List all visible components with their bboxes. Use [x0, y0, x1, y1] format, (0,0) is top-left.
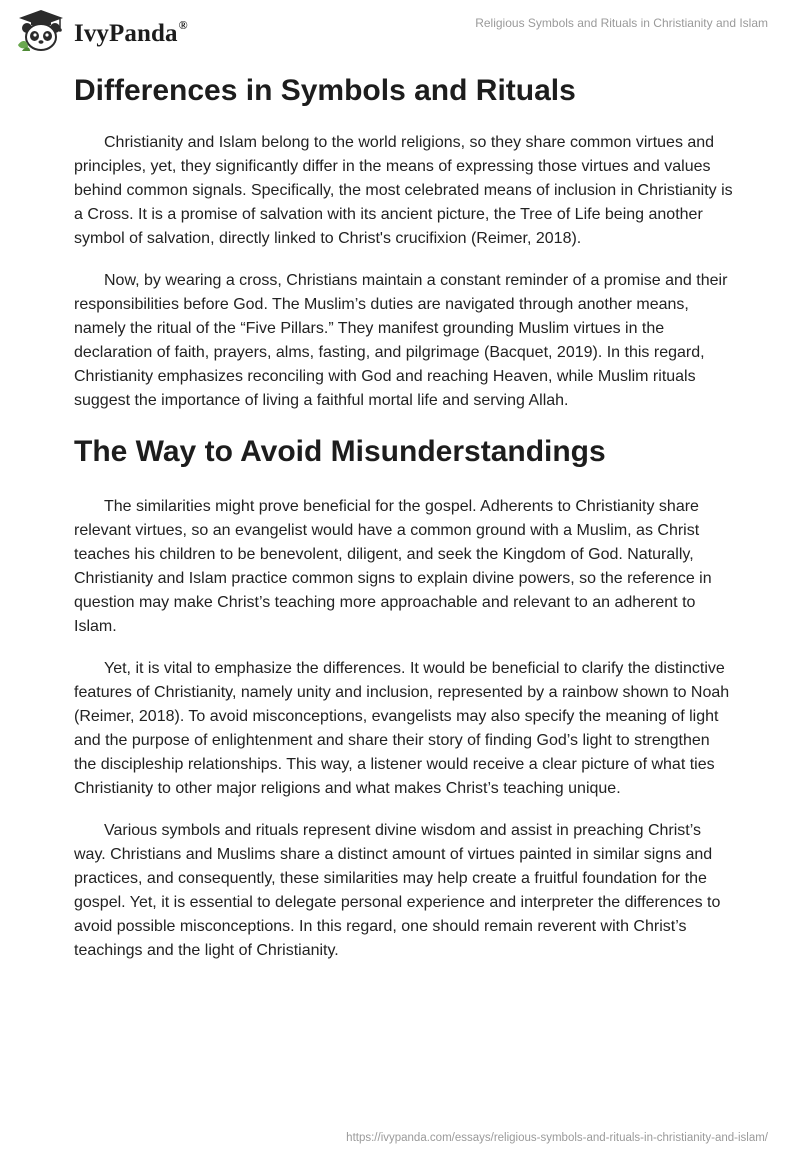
brand-logo-link[interactable] [16, 9, 188, 53]
paragraph: Now, by wearing a cross, Christians maintain a constant reminder of a promise and their responsibilities before God. The Muslim’s duties are navigated through another means, namely the ritual of the “Five Pillars.” They manifest grounding Muslim virtues in the declaration of faith, prayers, alms, fasting, and pilgrimage (Bacquet, 2019). In this regard, Christianity emphasizes reconciling with God and reaching Heaven, while Muslim rituals suggest the importance of living a faithful mortal life and serving Allah. [74, 272, 728, 409]
panda-graduate-icon [16, 9, 66, 53]
paragraph: Various symbols and rituals represent divine wisdom and assist in preaching Christ’s way. Christians and Muslims share a distinct amount of virtues painted in similar signs and practices, and consequently, these similarities may help create a fruitful foundation for the gospel. Yet, it is essential to delegate personal experience and interpreter the differences to avoid possible misconceptions. In this regard, one should remain reverent with Christ’s teachings and the light of Christianity. [74, 822, 721, 959]
paragraph: Christianity and Islam belong to the world religions, so they share common virtues and principles, yet, they significantly differ in the means of expressing those virtues and values behind common signals. Specifically, the most celebrated means of inclusion in Christianity is a Cross. It is a promise of salvation with its ancient picture, the Tree of Life being another symbol of salvation, directly linked to Christ's crucifixion (Reimer, 2018). [74, 134, 733, 247]
essay-body [74, 70, 734, 981]
section-heading: The Way to Avoid Misunderstandings [74, 435, 606, 468]
page-header [0, 0, 800, 58]
paragraph: The similarities might prove beneficial for the gospel. Adherents to Christianity share relevant virtues, so an evangelist would have a common ground with a Muslim, as Christ teaches his children to be benevolent, diligent, and seek the Kingdom of God. Naturally, Christianity and Islam practice common signs to explain divine powers, so the reference in question may make Christ’s teaching more approachable and relevant to an adherent to Islam. [74, 498, 712, 635]
section-heading: Differences in Symbols and Rituals [74, 74, 576, 107]
paragraph: Yet, it is vital to emphasize the differences. It would be beneficial to clarify the distinctive features of Christianity, namely unity and inclusion, represented by a rainbow shown to Noah (Reimer, 2018). To avoid misconceptions, evangelists may also specify the meaning of light and the purpose of enlightenment and share their story of finding God’s light to strengthen the discipleship relationships. This way, a listener would receive a clear picture of what ties Christianity to other major religions and what makes Christ’s teaching unique. [74, 660, 730, 797]
document-title: Religious Symbols and Rituals in Christianity and Islam [475, 16, 768, 30]
source-url-link[interactable]: https://ivypanda.com/essays/religious-symbols-and-rituals-in-christianity-and-islam/ [346, 1132, 768, 1144]
brand-name: IvyPanda® [74, 17, 188, 47]
